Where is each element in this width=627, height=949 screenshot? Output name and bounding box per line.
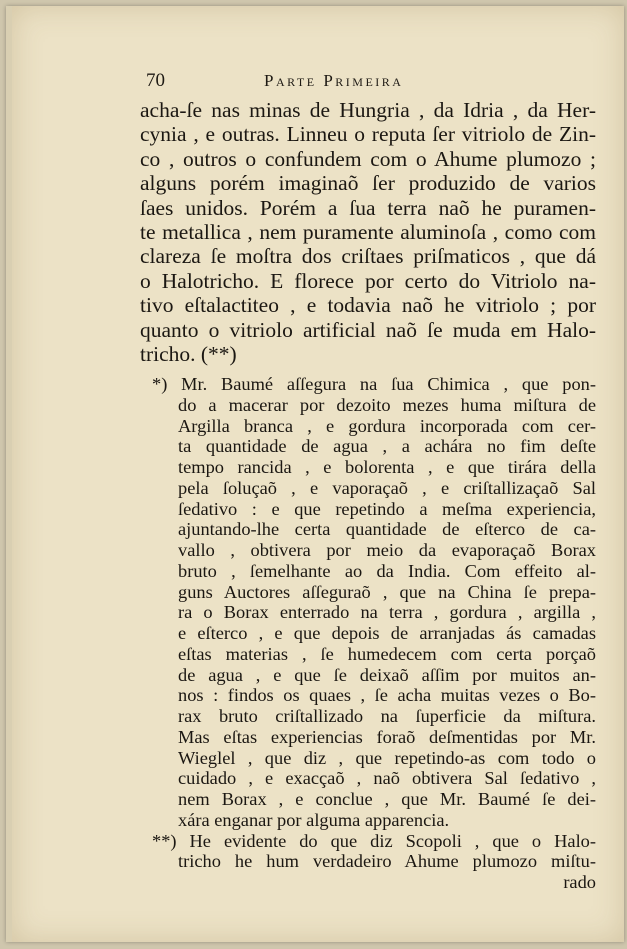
footnote-line: nem Borax , e conclue , que Mr. Baumé ſe dei- bbox=[178, 789, 596, 809]
footnote-line: xára enganar por alguma apparencia. bbox=[178, 809, 450, 830]
footnote-line: Wieglel , que diz , que repetindo-as com todo o bbox=[178, 747, 596, 768]
footnote-line: tricho he hum verdadeiro Ahume plumozo miſtu- bbox=[178, 851, 596, 872]
footnote-line: tempo rancida , e bolorenta , e que tirára della bbox=[178, 457, 596, 477]
footnote-line: nos : findos os quaes , ſe acha muitas vezes o Bo- bbox=[178, 685, 596, 706]
footnote-line: guns Auctores aſſeguraõ , que na China ſe prepa- bbox=[178, 581, 596, 602]
footnote-line: ra o Borax enterrado na terra , gordura , argilla , bbox=[178, 602, 596, 623]
footnote-line: ta quantidade de agua , a achára no fim deſte bbox=[178, 436, 596, 457]
text-line: o Halotricho. E florece por certo do Vitriolo na- bbox=[140, 268, 596, 293]
footnote-line: **) He evidente do que diz Scopoli , que o Halo- bbox=[152, 830, 596, 851]
text-line: co , outros o confundem com o Ahume plumozo ; bbox=[140, 146, 596, 171]
footnote-line: vallo , obtivera por meio da evaporaçaõ Borax bbox=[178, 540, 596, 560]
footnote-line: Mas eſtas experiencias foraõ deſmentidas por Mr. bbox=[178, 726, 596, 747]
text-line: alguns porém imaginaõ ſer produzido de varios bbox=[140, 171, 596, 196]
book-page bbox=[6, 6, 624, 942]
footnote-line: e eſterco , e que depois de arranjadas ás camadas bbox=[178, 623, 596, 643]
text-line: quanto o vitriolo artificial naõ ſe muda em Halo- bbox=[140, 317, 596, 342]
text-line: acha-ſe nas minas de Hungria , da Idria , da Her- bbox=[140, 98, 596, 122]
footnote-line: de agua , e que ſe deixaõ aſſim por muitos an- bbox=[178, 664, 596, 685]
footnote-line: rax bruto criſtallizado na ſuperficie da miſtura. bbox=[178, 706, 596, 726]
page-header bbox=[146, 70, 566, 94]
footnote-1 bbox=[152, 374, 596, 831]
footnote-line: ajuntando-lhe certa quantidade de eſterco de ca- bbox=[178, 519, 596, 540]
catchword: rado bbox=[563, 872, 596, 892]
text-line: ſaes unidos. Porém a ſua terra naõ he puramen- bbox=[140, 195, 596, 220]
text-line: tricho. (**) bbox=[140, 341, 237, 366]
footnote-2 bbox=[152, 831, 596, 893]
text-line: clareza ſe moſtra dos criſtaes priſmaticos , que dá bbox=[140, 244, 596, 269]
footnote-line: do a macerar por dezoito mezes huma miſtura de bbox=[178, 394, 596, 415]
footnote-line: Argilla branca , e gordura incorporada com cer- bbox=[178, 415, 596, 436]
text-line: cynia , e outras. Linneu o reputa ſer vitriolo de Zin- bbox=[140, 122, 596, 147]
running-head: Parte Primeira bbox=[264, 71, 404, 90]
footnote-line: cuidado , e exacçaõ , naõ obtivera Sal ſedativo , bbox=[178, 768, 596, 789]
footnote-line: pela ſoluçaõ , e vaporaçaõ , e criſtallizaçaõ Sal bbox=[178, 477, 596, 498]
main-text-block bbox=[140, 98, 596, 366]
footnote-line: ſedativo : e que repetindo a meſma experiencia, bbox=[178, 498, 596, 519]
text-line: tivo eſtalactiteo , e todavia naõ he vitriolo ; por bbox=[140, 293, 596, 318]
footnote-line: bruto , ſemelhante ao da India. Com effeito al- bbox=[178, 560, 596, 581]
footnote-line: eſtas materias , ſe humedecem com certa porçaõ bbox=[178, 643, 596, 664]
footnote-line: *) Mr. Baumé aſſegura na ſua Chimica , que pon- bbox=[152, 374, 596, 394]
text-line: te metallica , nem puramente aluminoſa , como com bbox=[140, 219, 596, 244]
page-number: 70 bbox=[146, 70, 165, 91]
footnotes bbox=[152, 374, 596, 893]
